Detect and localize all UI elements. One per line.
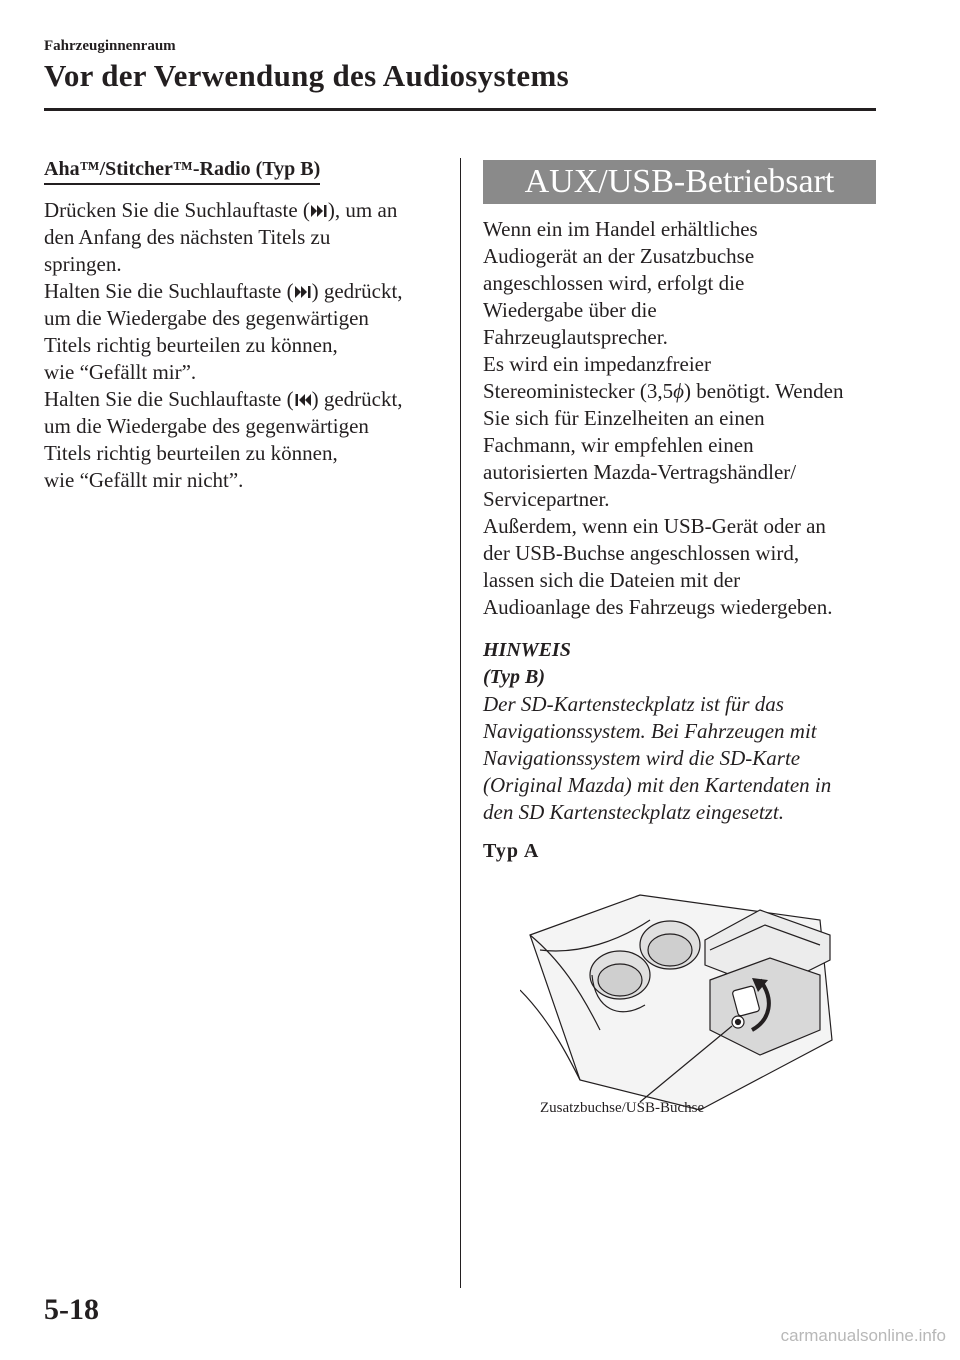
left-column <box>44 158 444 494</box>
right-column <box>483 160 883 863</box>
center-console-illustration <box>520 880 840 1120</box>
column-divider <box>460 158 461 1288</box>
skip-back-icon <box>295 393 311 407</box>
diameter-symbol: ϕ <box>673 379 684 403</box>
paragraph-dislike: Halten Sie die Suchlauftaste ( ) gedrückt, um die Wiedergabe des gegenwärtigen Titels richtig beurteilen zu können, wie “Gefällt mir nicht”. <box>44 387 403 492</box>
section-banner: AUX/USB-Betriebsart <box>483 160 876 204</box>
watermark: carmanualsonline.info <box>780 1326 946 1345</box>
paragraph-like: Halten Sie die Suchlauftaste ( ) gedrückt, um die Wiedergabe des gegenwärtigen Titels richtig beurteilen zu können, wie “Gefällt mir”. <box>44 279 403 384</box>
skip-forward-icon <box>311 204 327 218</box>
page-title: Vor der Verwendung des Audiosystems <box>44 58 569 93</box>
typ-a-heading: Typ A <box>483 840 540 862</box>
skip-forward-icon <box>295 285 311 299</box>
aha-stitcher-heading: Aha™/Stitcher™-Radio (Typ B) <box>44 158 320 185</box>
aux-usb-description: Wenn ein im Handel erhältliches Audiogerät an der Zusatzbuchse angeschlossen wird, erfolgt die Wiedergabe über die Fahrzeuglautsprecher. Es wird ein impedanzfreier Stereoministecker (3,5ϕ) benötigt. Wenden Sie sich für Einzelheiten an einen Fachmann, wir empfehlen einen autorisierten Mazda-Vertragshändler/ Servicepartner. Außerdem, wenn ein USB-Gerät oder an der USB-Buchse angeschlossen wird, lassen sich die Dateien mit der Audioanlage des Fahrzeugs wiedergeben. <box>483 217 844 619</box>
note-heading: HINWEIS <box>483 639 571 661</box>
note-subheading: (Typ B) <box>483 666 546 688</box>
figure-caption: Zusatzbuchse/USB-Buchse <box>540 1100 705 1116</box>
page-number: 5-18 <box>44 1293 99 1326</box>
note-text: Der SD-Kartensteckplatz ist für das Navigationssystem. Bei Fahrzeugen mit Navigationssystem wird die SD-Karte (Original Mazda) mit den Kartendaten in den SD Kartensteckplatz eingesetzt. <box>483 692 832 824</box>
section-label: Fahrzeuginnenraum <box>44 38 176 54</box>
paragraph-next-track: Drücken Sie die Suchlauftaste ( ), um an den Anfang des nächsten Titels zu springen. <box>44 198 398 276</box>
title-rule <box>44 108 876 111</box>
